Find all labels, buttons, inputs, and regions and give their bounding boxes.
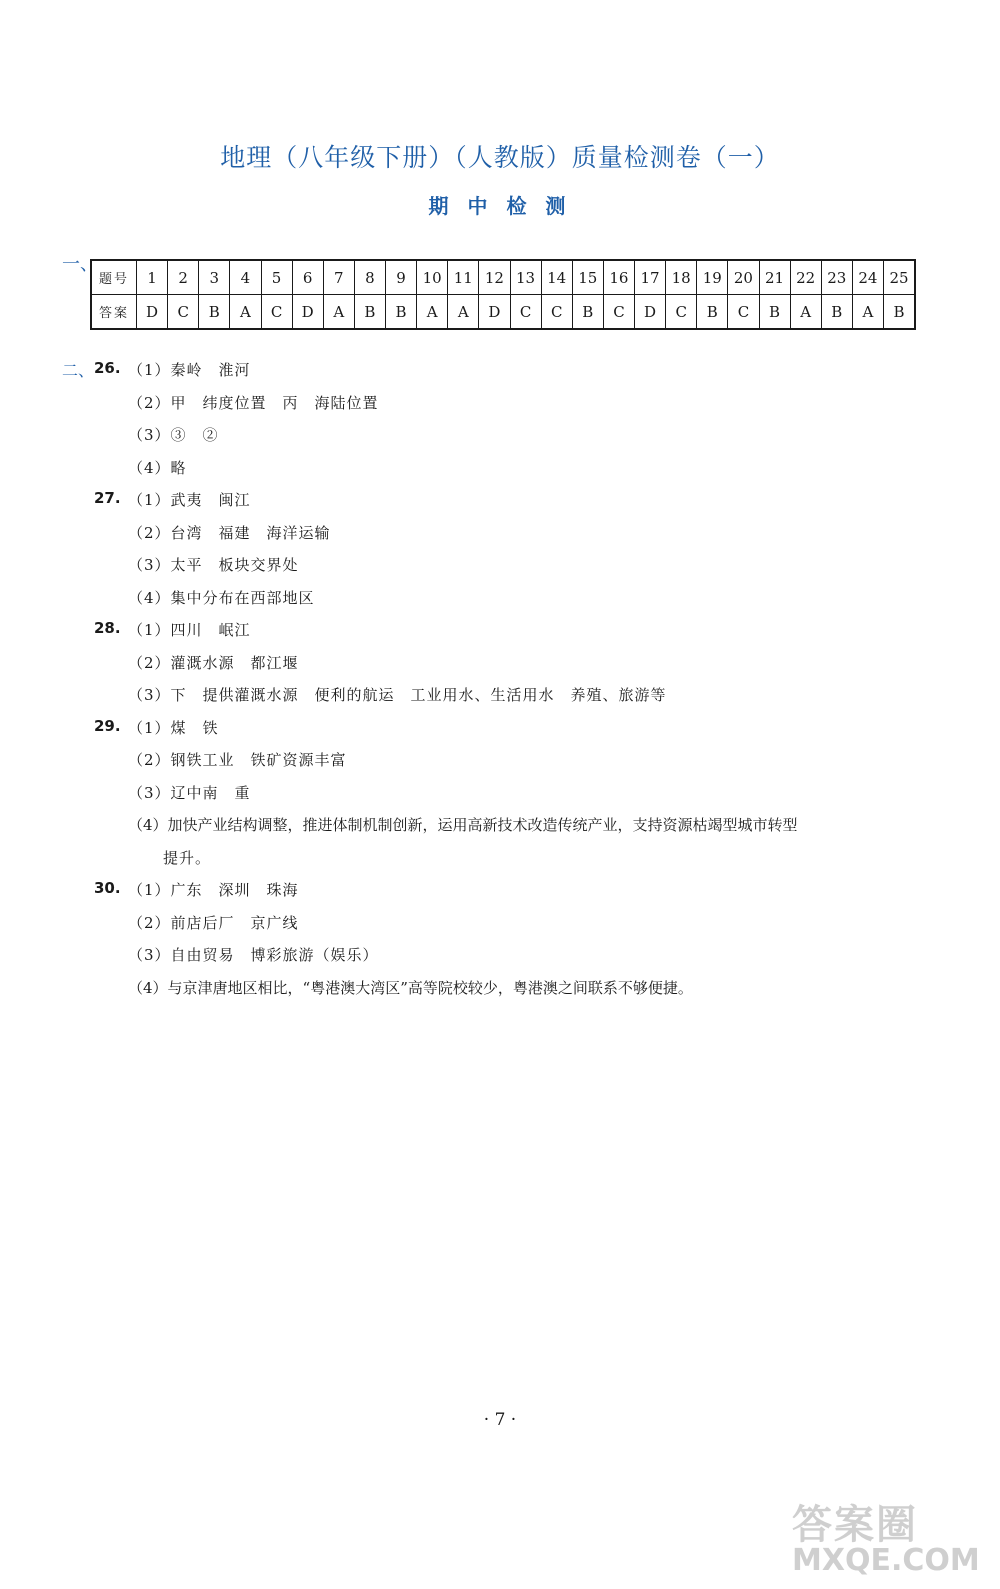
question-number-cell: 3: [199, 260, 230, 295]
answer-cell: D: [479, 295, 510, 330]
question-number-cell: 18: [666, 260, 697, 295]
question-number-cell: 24: [852, 260, 883, 295]
question-number-cell: 19: [697, 260, 728, 295]
answer-line: （3）③ ②: [128, 426, 219, 444]
question-number-cell: 4: [230, 260, 261, 295]
answer-line: （3）自由贸易 博彩旅游（娱乐）: [128, 946, 379, 964]
answer-cell: B: [821, 295, 852, 330]
question-number: 29.: [94, 717, 121, 735]
answer-line: （1）煤 铁: [128, 719, 219, 737]
question-number: 30.: [94, 879, 121, 897]
page-title: 地理（八年级下册）（人教版）质量检测卷（一）: [220, 143, 780, 172]
answer-line: （4）略: [128, 459, 187, 477]
answer-cell: C: [261, 295, 292, 330]
answer-cell: A: [852, 295, 883, 330]
answer-line: （1）广东 深圳 珠海: [128, 881, 299, 899]
question-number-cell: 15: [572, 260, 603, 295]
question-number-cell: 17: [635, 260, 666, 295]
question-number-cell: 25: [884, 260, 916, 295]
answer-cell: B: [354, 295, 385, 330]
answer-cell: A: [323, 295, 354, 330]
answer-cell: C: [603, 295, 634, 330]
question-number: 26.: [94, 359, 121, 377]
watermark-logo: [792, 1493, 982, 1583]
question-number-cell: 23: [821, 260, 852, 295]
answer-cell: B: [572, 295, 603, 330]
table-row-numbers: [91, 260, 915, 295]
question-number: 28.: [94, 619, 121, 637]
question-number-cell: 8: [354, 260, 385, 295]
question-number-cell: 13: [510, 260, 541, 295]
answer-line: （4）加快产业结构调整，推进体制机制创新，运用高新技术改造传统产业，支持资源枯竭型城市转型: [128, 816, 798, 834]
answer-cell: B: [697, 295, 728, 330]
answer-cell: D: [292, 295, 323, 330]
question-number-cell: 22: [790, 260, 821, 295]
answer-line-continued: 提升。: [163, 849, 212, 867]
answer-cell: C: [728, 295, 759, 330]
answer-line: （3）太平 板块交界处: [128, 556, 299, 574]
answer-cell: C: [168, 295, 199, 330]
question-number-cell: 12: [479, 260, 510, 295]
answer-cell: A: [790, 295, 821, 330]
question-number-cell: 1: [137, 260, 168, 295]
question-number-cell: 2: [168, 260, 199, 295]
table-row-answers: [91, 295, 915, 330]
section-2-label: 二、: [62, 361, 95, 380]
answer-cell: C: [510, 295, 541, 330]
question-number: 27.: [94, 489, 121, 507]
question-number-cell: 6: [292, 260, 323, 295]
question-number-cell: 14: [541, 260, 572, 295]
answer-line: （2）钢铁工业 铁矿资源丰富: [128, 751, 347, 769]
answer-line: （2）台湾 福建 海洋运输: [128, 524, 331, 542]
answer-cell: A: [417, 295, 448, 330]
answer-cell: A: [230, 295, 261, 330]
answer-cell: B: [386, 295, 417, 330]
answer-line: （4）与京津唐地区相比，“粤港澳大湾区”高等院校较少，粤港澳之间联系不够便捷。: [128, 979, 693, 997]
answer-line: （4）集中分布在西部地区: [128, 589, 315, 607]
question-number-cell: 7: [323, 260, 354, 295]
question-number-cell: 5: [261, 260, 292, 295]
question-number-cell: 11: [448, 260, 479, 295]
row-label-numbers: 题号: [91, 260, 137, 295]
answer-line: （1）秦岭 淮河: [128, 361, 251, 379]
answer-line: （2）灌溉水源 都江堰: [128, 654, 299, 672]
answer-line: （3）辽中南 重: [128, 784, 251, 802]
answer-line: （1）武夷 闽江: [128, 491, 251, 509]
answer-cell: B: [199, 295, 230, 330]
answer-line: （2）甲 纬度位置 丙 海陆位置: [128, 394, 379, 412]
answer-cell: C: [666, 295, 697, 330]
answer-cell: B: [884, 295, 916, 330]
answer-table: [90, 259, 916, 330]
answer-cell: B: [759, 295, 790, 330]
answer-cell: D: [137, 295, 168, 330]
question-number-cell: 9: [386, 260, 417, 295]
page-number: · 7 ·: [483, 1410, 517, 1430]
question-number-cell: 20: [728, 260, 759, 295]
page-subtitle: 期 中 检 测: [428, 194, 572, 218]
answer-cell: D: [635, 295, 666, 330]
answer-line: （1）四川 岷江: [128, 621, 251, 639]
watermark-url: MXQE.COM: [792, 1543, 980, 1578]
watermark-logo-text: 答案圈: [792, 1502, 918, 1548]
section-1-label: 一、: [62, 254, 98, 275]
answer-cell: C: [541, 295, 572, 330]
answer-line: （2）前店后厂 京广线: [128, 914, 299, 932]
question-number-cell: 16: [603, 260, 634, 295]
row-label-answers: 答案: [91, 295, 137, 330]
answer-cell: A: [448, 295, 479, 330]
answer-line: （3）下 提供灌溉水源 便利的航运 工业用水、生活用水 养殖、旅游等: [128, 686, 667, 704]
question-number-cell: 21: [759, 260, 790, 295]
question-number-cell: 10: [417, 260, 448, 295]
